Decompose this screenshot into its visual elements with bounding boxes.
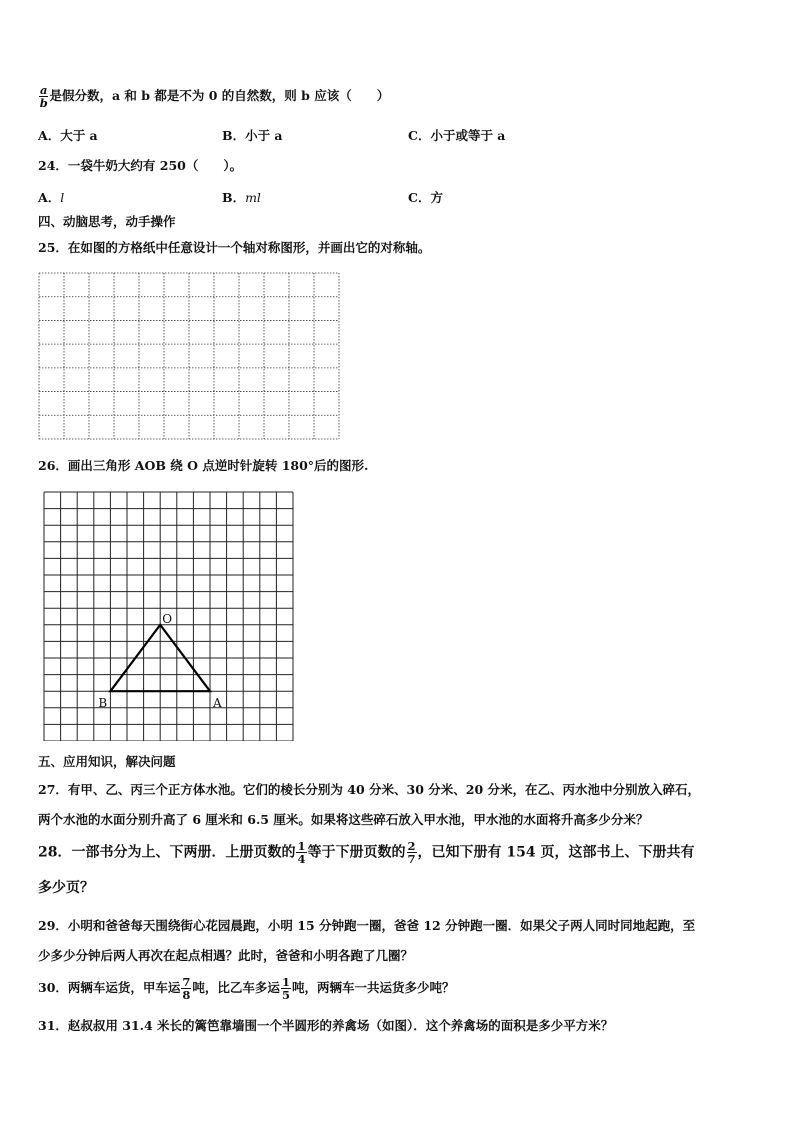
fraction-one-quarter: $\frac{1}{4}$ [297, 839, 306, 867]
q24-option-b: B．ml [222, 190, 261, 205]
point-label-o: O [162, 611, 173, 626]
point-label-b: B [98, 696, 108, 711]
square-grid-paper [43, 491, 295, 741]
question-30: 30．两辆车运货，甲车运 $\frac{7}{8}$ 吨，比乙车多运 $\frac{1}{5}$ 吨，两辆车一共运货多少吨？ [38, 975, 455, 1003]
section-5-heading: 五、应用知识，解决问题 [38, 754, 176, 769]
fraction-two-sevenths: $\frac{2}{7}$ [407, 839, 416, 867]
question-31: 31．赵叔叔用 31.4 米长的篱笆靠墙围一个半圆形的养禽场（如图）．这个养禽场的面积是多少平方米？ [38, 1018, 614, 1033]
question-26: 26．画出三角形 AOB 绕 O 点逆时针旋转 180°后的图形. [38, 458, 369, 473]
q23-option-b: B．小于 a [222, 128, 283, 143]
q23-option-c: C．小于或等于 a [408, 128, 506, 143]
fraction-one-fifth: $\frac{1}{5}$ [281, 975, 290, 1003]
fraction-a-over-b: $\frac{a}{b}$ [39, 83, 48, 111]
question-28-line-2: 多少页？ [38, 880, 94, 896]
question-23-text: 是假分数，a 和 b 都是不为 0 的自然数，则 b 应该（ ） [49, 88, 390, 104]
question-29-line-1: 29．小明和爸爸每天围绕街心花园晨跑，小明 15 分钟跑一圈，爸爸 12 分钟跑一圈．如果父子两人同时同地起跑，至 [38, 918, 696, 933]
question-27-line-2: 两个水池的水面分别升高了 6 厘米和 6.5 厘米。如果将这些碎石放入甲水池，甲水池的水面将升高多少分米？ [38, 812, 649, 827]
q24-option-c: C．方 [408, 190, 443, 205]
dotted-grid-paper [38, 272, 340, 440]
question-25: 25．在如图的方格纸中任意设计一个轴对称图形，并画出它的对称轴。 [38, 240, 431, 255]
point-label-a: A [213, 696, 222, 711]
question-23 [38, 84, 389, 109]
dotted-grid-svg [38, 272, 340, 440]
q24-option-a: A．l [38, 190, 65, 205]
question-28-line-1: 28．一部书分为上、下两册．上册页数的 $\frac{1}{4}$ 等于下册页数的 $\frac{2}{7}$ ，已知下册有 154 页，这部书上、下册共有 [38, 839, 695, 867]
square-grid-svg [43, 491, 295, 741]
q23-option-a: A．大于 a [38, 128, 98, 143]
section-4-heading: 四、动脑思考，动手操作 [38, 214, 176, 229]
fraction-seven-eighths: $\frac{7}{8}$ [182, 975, 191, 1003]
question-29-line-2: 少多少分钟后两人再次在起点相遇？此时，爸爸和小明各跑了几圈？ [38, 948, 414, 963]
question-27-line-1: 27．有甲、乙、丙三个正方体水池。它们的棱长分别为 40 分米、30 分米、20 分米，在乙、丙水池中分别放入碎石， [38, 782, 700, 797]
question-24: 24．一袋牛奶大约有 250（ ）。 [38, 158, 243, 173]
